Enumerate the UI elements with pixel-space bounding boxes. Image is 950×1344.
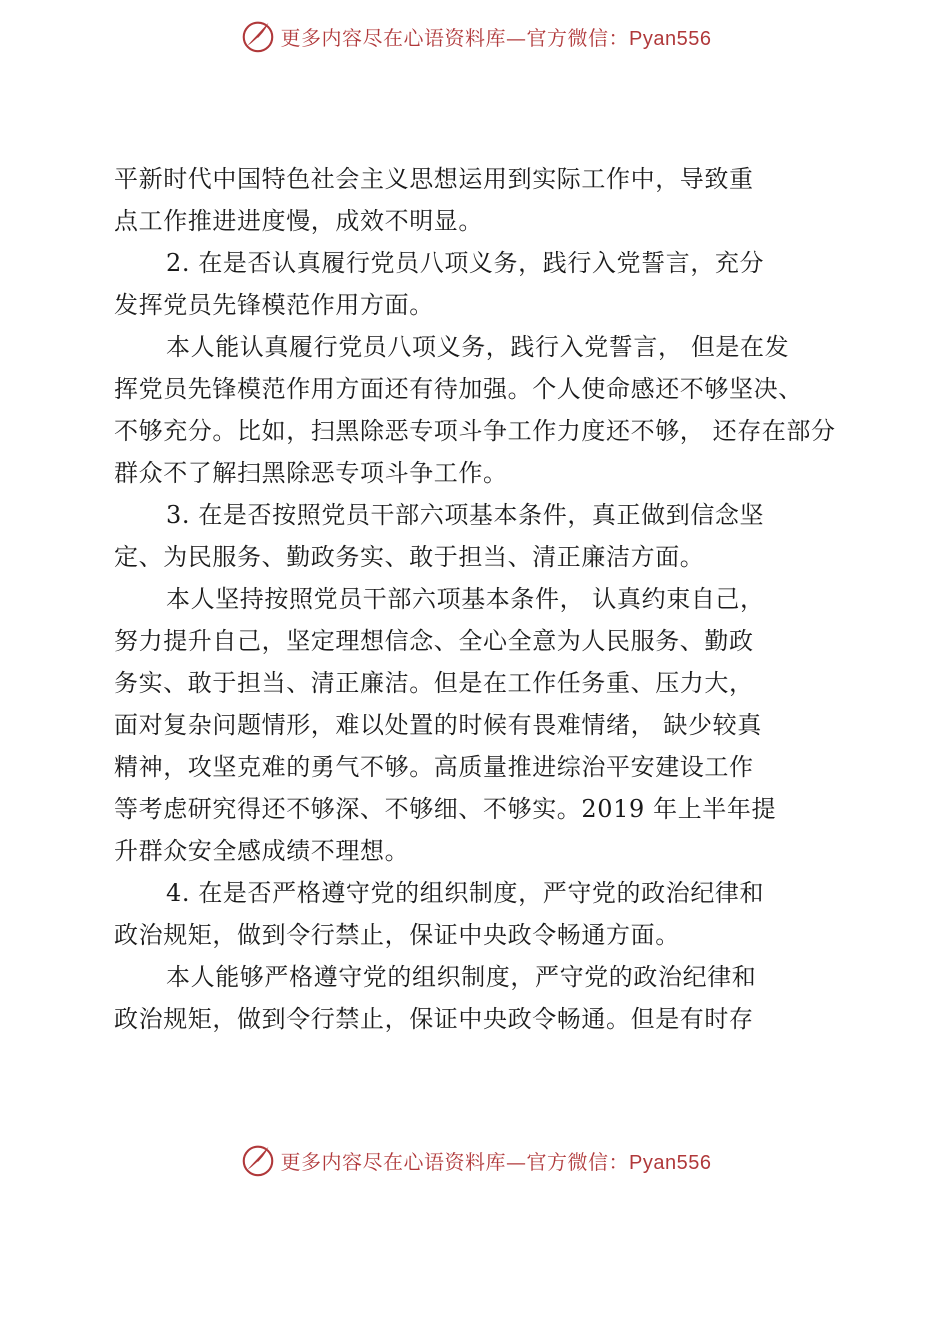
body-line: 本人能够严格遵守党的组织制度，严守党的政治纪律和 (166, 963, 757, 991)
header-wechat-id: Pyan556 (629, 27, 712, 50)
body-line: 努力提升自己，坚定理想信念、全心全意为人民服务、勤政 (114, 627, 754, 655)
body-line: 等考虑研究得还不够深、不够细、不够实。2019 年上半年提 (114, 795, 777, 823)
body-line: 平新时代中国特色社会主义思想运用到实际工作中，导致重 (114, 165, 754, 193)
body-line: 不够充分。比如，扫黑除恶专项斗争工作力度还不够， 还存在部分 (114, 417, 836, 445)
body-line: 升群众安全感成绩不理想。 (114, 837, 410, 865)
document-body (114, 158, 840, 1040)
footer-banner (0, 1138, 950, 1182)
body-line: 政治规矩，做到令行禁止，保证中央政令畅通。但是有时存 (114, 1005, 754, 1033)
body-line: 群众不了解扫黑除恶专项斗争工作。 (114, 459, 508, 487)
body-line: 点工作推进进度慢，成效不明显。 (114, 207, 483, 235)
body-line: 政治规矩，做到令行禁止，保证中央政令畅通方面。 (114, 921, 680, 949)
footer-banner-text: 更多内容尽在心语资料库—官方微信：Pyan556 (280, 1149, 712, 1174)
body-line: 发挥党员先锋模范作用方面。 (114, 291, 434, 319)
body-line: 4. 在是否严格遵守党的组织制度，严守党的政治纪律和 (166, 879, 765, 907)
quill-logo-icon (239, 17, 277, 55)
quill-logo-icon (239, 1141, 277, 1179)
body-line: 精神，攻坚克难的勇气不够。高质量推进综治平安建设工作 (114, 753, 754, 781)
body-line: 2. 在是否认真履行党员八项义务，践行入党誓言，充分 (166, 249, 765, 277)
body-line: 务实、敢于担当、清正廉洁。但是在工作任务重、压力大， (114, 669, 754, 697)
body-line: 定、为民服务、勤政务实、敢于担当、清正廉洁方面。 (114, 543, 705, 571)
body-line: 面对复杂问题情形，难以处置的时候有畏难情绪， 缺少较真 (114, 711, 762, 739)
body-line: 本人坚持按照党员干部六项基本条件， 认真约束自己， (166, 585, 765, 613)
body-line: 挥党员先锋模范作用方面还有待加强。个人使命感还不够坚决、 (114, 375, 803, 403)
body-line: 3. 在是否按照党员干部六项基本条件，真正做到信念坚 (166, 501, 765, 529)
header-banner-text: 更多内容尽在心语资料库—官方微信：Pyan556 (280, 25, 712, 50)
header-banner (0, 14, 950, 58)
body-line: 本人能认真履行党员八项义务，践行入党誓言， 但是在发 (166, 333, 790, 361)
footer-wechat-id: Pyan556 (629, 1151, 712, 1174)
